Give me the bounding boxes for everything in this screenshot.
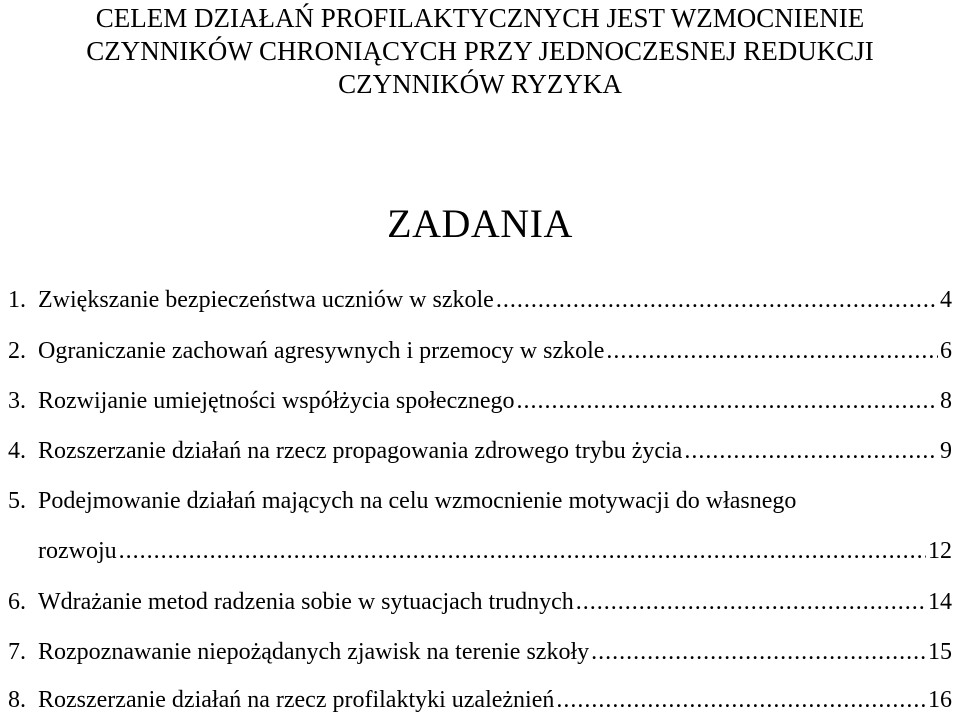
- toc-number: 1.: [8, 287, 26, 313]
- toc-page: 14: [928, 589, 952, 615]
- toc-entry-3[interactable]: [8, 387, 952, 415]
- toc-entry-5[interactable]: [8, 487, 952, 565]
- toc-page: 15: [928, 639, 952, 665]
- toc-entry-7[interactable]: [8, 638, 952, 666]
- toc-page: 9: [940, 438, 952, 464]
- toc-text: Zwiększanie bezpieczeństwa uczniów w szkole: [38, 287, 494, 313]
- toc-number: 4.: [8, 438, 26, 464]
- dot-leader: [119, 537, 926, 565]
- toc-page: 12: [928, 538, 952, 564]
- toc-text-continuation: rozwoju: [38, 538, 117, 564]
- toc-entry-1[interactable]: [8, 286, 952, 314]
- title-line-2: CZYNNIKÓW CHRONIĄCYCH PRZY JEDNOCZESNEJ REDUKCJI: [86, 36, 874, 66]
- toc-entry-6[interactable]: [8, 588, 952, 616]
- toc-page: 8: [940, 388, 952, 414]
- toc-entry-2[interactable]: [8, 337, 952, 365]
- toc-page: 6: [940, 338, 952, 364]
- title-line-3: CZYNNIKÓW RYZYKA: [338, 69, 622, 99]
- toc-number: 5.: [8, 488, 26, 514]
- toc-number: 2.: [8, 338, 26, 364]
- toc-number: 6.: [8, 589, 26, 615]
- toc-text: Rozwijanie umiejętności współżycia społecznego: [38, 388, 515, 414]
- dot-leader: [496, 286, 938, 314]
- toc-text: Rozszerzanie działań na rzecz profilaktyki uzależnień: [38, 687, 555, 713]
- dot-leader: [556, 686, 926, 714]
- dot-leader: [684, 437, 938, 465]
- toc-number: 7.: [8, 639, 26, 665]
- toc-entry-4[interactable]: [8, 437, 952, 465]
- toc-page: 16: [928, 687, 952, 713]
- toc-text: Rozszerzanie działań na rzecz propagowania zdrowego trybu życia: [38, 438, 683, 464]
- dot-leader: [606, 337, 938, 365]
- title-line-1: CELEM DZIAŁAŃ PROFILAKTYCZNYCH JEST WZMOCNIENIE: [95, 3, 865, 33]
- dot-leader: [576, 588, 926, 616]
- section-heading: ZADANIA: [387, 201, 573, 246]
- toc-number: 8.: [8, 687, 26, 713]
- dot-leader: [591, 638, 926, 666]
- toc-text: Wdrażanie metod radzenia sobie w sytuacjach trudnych: [38, 589, 574, 615]
- toc-text: Podejmowanie działań mających na celu wzmocnienie motywacji do własnego: [38, 488, 797, 514]
- toc-page: 4: [940, 287, 952, 313]
- toc-text: Rozpoznawanie niepożądanych zjawisk na terenie szkoły: [38, 639, 590, 665]
- toc-entry-8[interactable]: [8, 686, 952, 714]
- dot-leader: [517, 387, 938, 415]
- toc-text: Ograniczanie zachowań agresywnych i przemocy w szkole: [38, 338, 605, 364]
- toc-number: 3.: [8, 388, 26, 414]
